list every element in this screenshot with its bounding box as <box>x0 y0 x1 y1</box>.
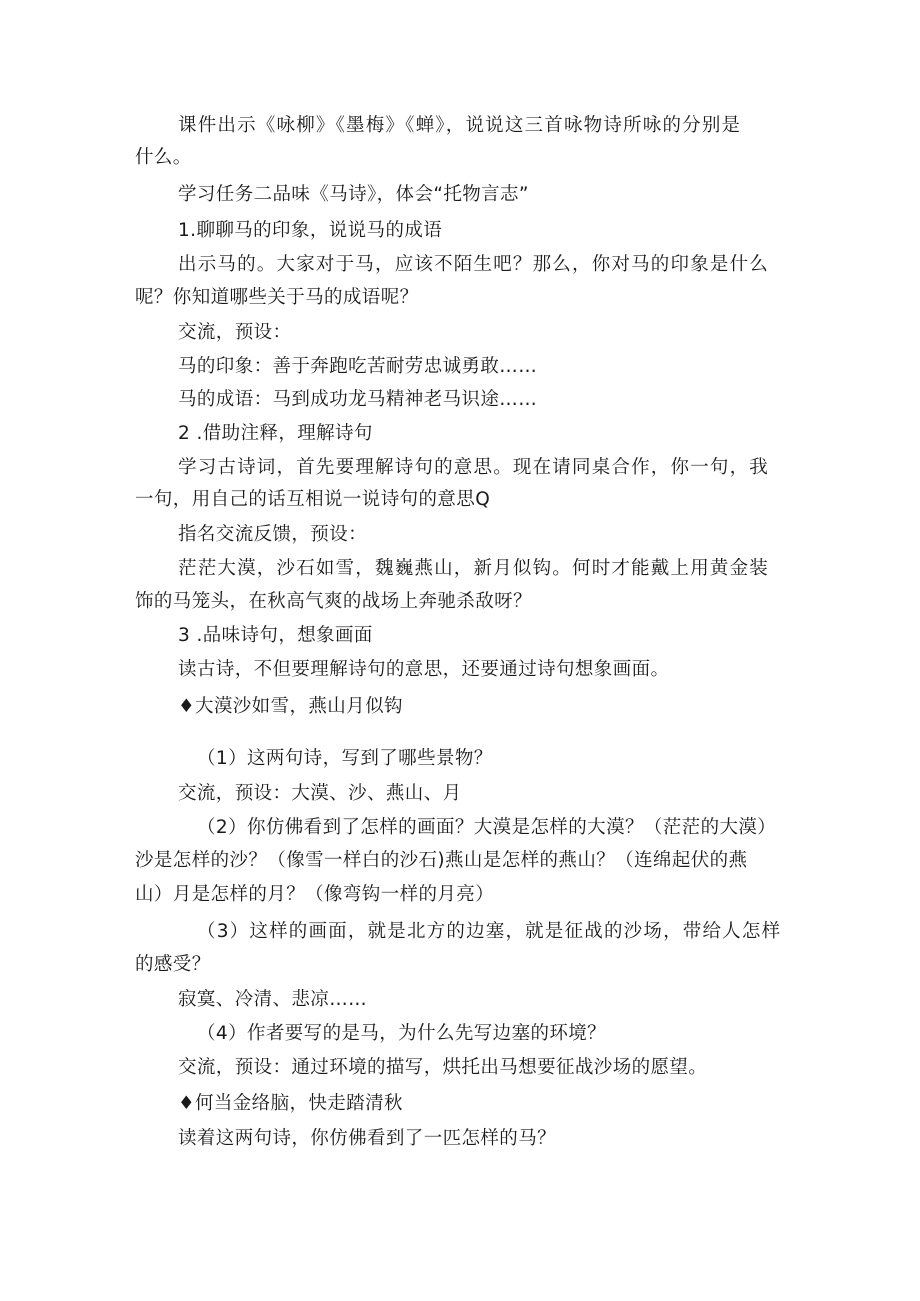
paragraph-line: 什么。 <box>135 147 192 168</box>
paragraph-line: 交流，预设：通过环境的描写，烘托出马想要征战沙场的愿望。 <box>178 1057 708 1078</box>
paragraph-line: 学习古诗词，首先要理解诗句的意思。现在请同桌合作，你一句，我 <box>178 457 770 478</box>
section-heading: 学习任务二品味《马诗》，体会“托物言志” <box>178 184 529 205</box>
poem-line: ♦何当金络脑，快走踏清秋 <box>178 1093 403 1114</box>
question-line: （4）作者要写的是马，为什么先写边塞的环境？ <box>197 1023 607 1044</box>
paragraph-line: 饰的马笼头，在秋高气爽的战场上奔驰杀敌呀？ <box>135 591 532 612</box>
paragraph-line: 指名交流反馈，预设： <box>178 524 368 545</box>
subsection-heading: 3 .品味诗句，想象画面 <box>178 625 373 646</box>
question-line: （3）这样的画面，就是北方的边塞，就是征战的沙场，带给人怎样 <box>197 921 782 942</box>
paragraph-line: 茫茫大漠，沙石如雪，魏巍燕山，新月似钩。何时才能戴上用黄金装 <box>178 558 770 579</box>
subsection-heading: 1.聊聊马的印象，说说马的成语 <box>178 220 443 241</box>
paragraph-line: 马的印象：善于奔跑吃苦耐劳忠诚勇敢…… <box>178 356 538 377</box>
question-line: （1）这两句诗，写到了哪些景物？ <box>197 748 493 769</box>
paragraph-line: 马的成语：马到成功龙马精神老马识途…… <box>178 389 538 410</box>
paragraph-line: 课件出示《咏柳》《墨梅》《蝉》，说说这三首咏物诗所咏的分别是 <box>178 115 742 136</box>
question-line: （2）你仿佛看到了怎样的画面？大漠是怎样的大漠？（茫茫的大漠） <box>197 817 777 838</box>
paragraph-line: 出示马的。大家对于马，应该不陌生吧？那么，你对马的印象是什么 <box>178 254 770 275</box>
poem-line: ♦大漠沙如雪，燕山月似钩 <box>178 696 403 717</box>
paragraph-line: 一句，用自己的话互相说一说诗句的意思Q <box>135 489 491 510</box>
paragraph-line: 呢？你知道哪些关于马的成语呢？ <box>135 287 419 308</box>
paragraph-line: 读古诗，不但要理解诗句的意思，还要通过诗句想象画面。 <box>178 659 670 680</box>
paragraph-line: 沙是怎样的沙？（像雪一样白的沙石)燕山是怎样的燕山？（连绵起伏的燕 <box>135 850 748 871</box>
paragraph-line: 山）月是怎样的月？（像弯钩一样的月亮） <box>135 884 495 905</box>
paragraph-line: 寂寞、冷清、悲凉…… <box>178 989 368 1010</box>
paragraph-line: 交流，预设： <box>178 322 292 343</box>
paragraph-line: 交流，预设：大漠、沙、燕山、月 <box>178 783 462 804</box>
subsection-heading: 2 .借助注释，理解诗句 <box>178 423 373 444</box>
paragraph-line: 的感受？ <box>135 954 211 975</box>
paragraph-line: 读着这两句诗，你仿佛看到了一匹怎样的马？ <box>178 1128 557 1149</box>
